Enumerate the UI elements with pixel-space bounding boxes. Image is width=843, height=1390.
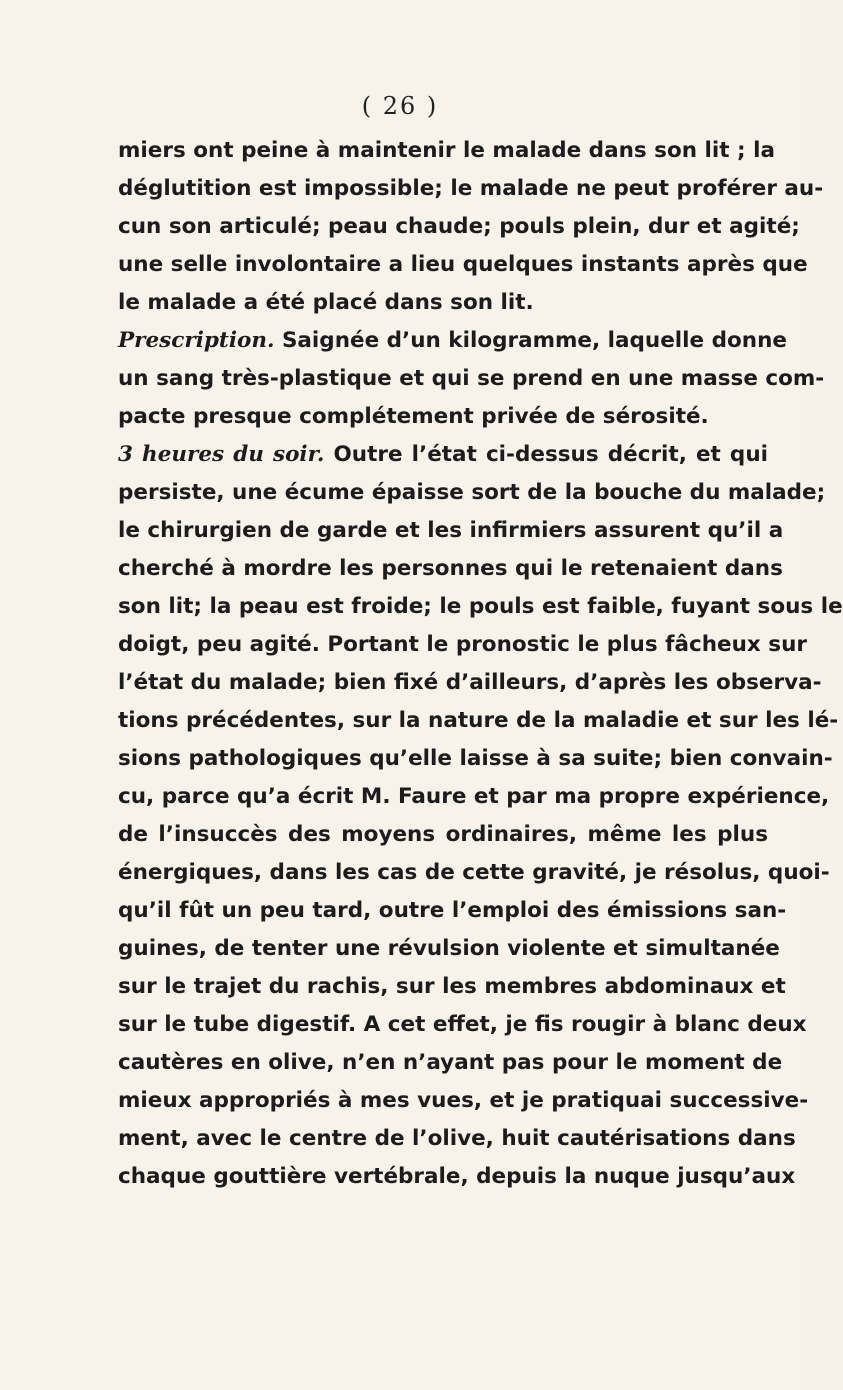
- italic-lead: 3 heures du soir.: [118, 442, 325, 467]
- line-text: ment, avec le centre de l’olive, huit cautérisations dans: [118, 1126, 796, 1151]
- line-text: un sang très-plastique et qui se prend en une masse com-: [118, 366, 825, 391]
- line-text: chaque gouttière vertébrale, depuis la nuque jusqu’aux: [118, 1164, 796, 1189]
- text-line: [118, 550, 783, 588]
- text-line: [118, 322, 787, 360]
- text-line: [118, 246, 808, 284]
- text-line: [118, 360, 825, 398]
- line-text: cautères en olive, n’en n’ayant pas pour le moment de: [118, 1050, 783, 1075]
- text-line: [118, 132, 775, 170]
- text-line: [118, 284, 768, 322]
- text-line: [118, 1006, 807, 1044]
- text-line: [118, 664, 822, 702]
- text-line: [118, 892, 787, 930]
- text-line: [118, 436, 768, 474]
- line-text: le malade a été placé dans son lit.: [118, 290, 534, 315]
- line-text: doigt, peu agité. Portant le pronostic le plus fâcheux sur: [118, 632, 807, 657]
- line-text: son lit; la peau est froide; le pouls est faible, fuyant sous le: [118, 594, 843, 619]
- line-text: tions précédentes, sur la nature de la maladie et sur les lé-: [118, 708, 839, 733]
- line-text: sions pathologiques qu’elle laisse à sa suite; bien convain-: [118, 746, 833, 771]
- line-text: sur le tube digestif. A cet effet, je fis rougir à blanc deux: [118, 1012, 807, 1037]
- text-line: [118, 1044, 783, 1082]
- line-text: persiste, une écume épaisse sort de la bouche du malade;: [118, 480, 826, 505]
- line-text: miers ont peine à maintenir le malade dans son lit ; la: [118, 138, 775, 163]
- line-text: le chirurgien de garde et les infirmiers assurent qu’il a: [118, 518, 784, 543]
- line-text: cu, parce qu’a écrit M. Faure et par ma propre expérience,: [118, 784, 830, 809]
- text-line: [118, 1082, 809, 1120]
- line-text: guines, de tenter une révulsion violente et simultanée: [118, 936, 780, 961]
- line-text: pacte presque complétement privée de sérosité.: [118, 404, 709, 429]
- italic-lead: Prescription.: [118, 328, 275, 353]
- text-line: [118, 854, 830, 892]
- line-text: cherché à mordre les personnes qui le retenaient dans: [118, 556, 783, 581]
- line-text: sur le trajet du rachis, sur les membres abdominaux et: [118, 974, 786, 999]
- text-line: [118, 474, 826, 512]
- line-text: une selle involontaire a lieu quelques instants après que: [118, 252, 808, 277]
- text-line: [118, 626, 807, 664]
- line-text: déglutition est impossible; le malade ne peut proférer au-: [118, 176, 824, 201]
- page-number: ( 26 ): [361, 92, 439, 120]
- text-line: [118, 702, 839, 740]
- text-line: [118, 512, 784, 550]
- line-text: de l’insuccès des moyens ordinaires, même les plus: [118, 822, 768, 847]
- text-line: [118, 816, 768, 854]
- text-line: [118, 1158, 796, 1196]
- body-text: [118, 132, 843, 1196]
- line-text: l’état du malade; bien fixé d’ailleurs, d’après les observa-: [118, 670, 822, 695]
- line-text: cun son articulé; peau chaude; pouls plein, dur et agité;: [118, 214, 800, 239]
- line-text: énergiques, dans les cas de cette gravité, je résolus, quoi-: [118, 860, 830, 885]
- text-line: [118, 968, 786, 1006]
- line-text: mieux appropriés à mes vues, et je pratiquai successive-: [118, 1088, 809, 1113]
- text-line: [118, 740, 833, 778]
- line-text: Outre l’état ci-dessus décrit, et qui: [324, 442, 768, 467]
- text-line: [118, 208, 800, 246]
- text-line: [118, 1120, 796, 1158]
- text-line: [118, 398, 768, 436]
- text-line: [118, 778, 830, 816]
- text-line: [118, 930, 780, 968]
- line-text: Saignée d’un kilogramme, laquelle donne: [274, 328, 787, 353]
- text-line: [118, 170, 824, 208]
- line-text: qu’il fût un peu tard, outre l’emploi des émissions san-: [118, 898, 787, 923]
- text-line: [118, 588, 843, 626]
